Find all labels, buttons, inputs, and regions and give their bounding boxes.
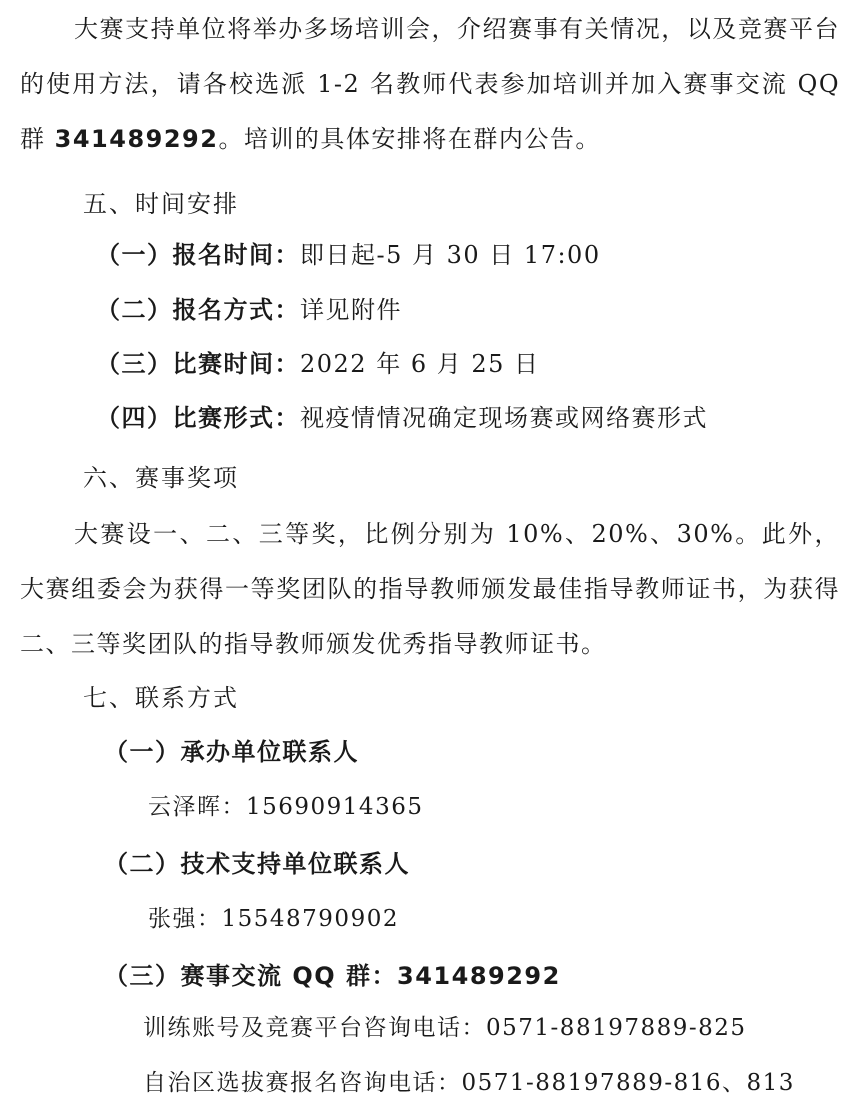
schedule-label: （四）比赛形式： [96, 404, 300, 432]
schedule-item-competition-time [96, 346, 540, 382]
contact-organizer-line: 云泽晖：15690914365 [148, 794, 424, 820]
schedule-label: （一）报名时间： [96, 241, 300, 269]
awards-paragraph: 大赛设一、二、三等奖，比例分别为 10%、20%、30%。此外，大赛组委会为获得一等奖团队的指导教师颁发最佳指导教师证书，为获得二、三等奖团队的指导教师颁发优秀指导教师证书。 [20, 520, 840, 658]
schedule-value: 详见附件 [300, 296, 402, 324]
section6-title: 六、赛事奖项 [83, 464, 239, 492]
intro-text-after: 。培训的具体安排将在群内公告。 [218, 125, 601, 153]
intro-qq-group: 341489292 [54, 125, 219, 153]
phone-training-platform: 训练账号及竞赛平台咨询电话：0571-88197889-825 [143, 1015, 747, 1041]
schedule-label: （二）报名方式： [96, 296, 300, 324]
contact-qq-group [104, 958, 561, 994]
contact-tech-support-line: 张强：15548790902 [148, 906, 399, 932]
qq-group-label: （三）赛事交流 QQ 群： [104, 962, 398, 990]
qq-group-number: 341489292 [397, 962, 561, 990]
schedule-item-registration-time [96, 237, 601, 273]
schedule-label: （三）比赛时间： [96, 350, 300, 378]
section7-title: 七、联系方式 [83, 684, 239, 712]
schedule-item-registration-method [96, 292, 402, 328]
contact-organizer-title: （一）承办单位联系人 [104, 738, 359, 766]
schedule-value: 2022 年 6 月 25 日 [300, 350, 540, 378]
schedule-value: 即日起-5 月 30 日 17:00 [300, 241, 601, 269]
section5-title: 五、时间安排 [83, 190, 239, 218]
contact-tech-support-title: （二）技术支持单位联系人 [104, 850, 410, 878]
intro-text-before: 大赛支持单位将举办多场培训会，介绍赛事有关情况，以及竞赛平台的使用方法，请各校选派 1-2 名教师代表参加培训并加入赛事交流 QQ 群 [20, 15, 840, 153]
phone-regional-registration: 自治区选拔赛报名咨询电话：0571-88197889-816、813 [143, 1070, 795, 1096]
intro-paragraph [20, 2, 840, 167]
schedule-item-competition-format [96, 400, 708, 436]
schedule-value: 视疫情情况确定现场赛或网络赛形式 [300, 404, 708, 432]
